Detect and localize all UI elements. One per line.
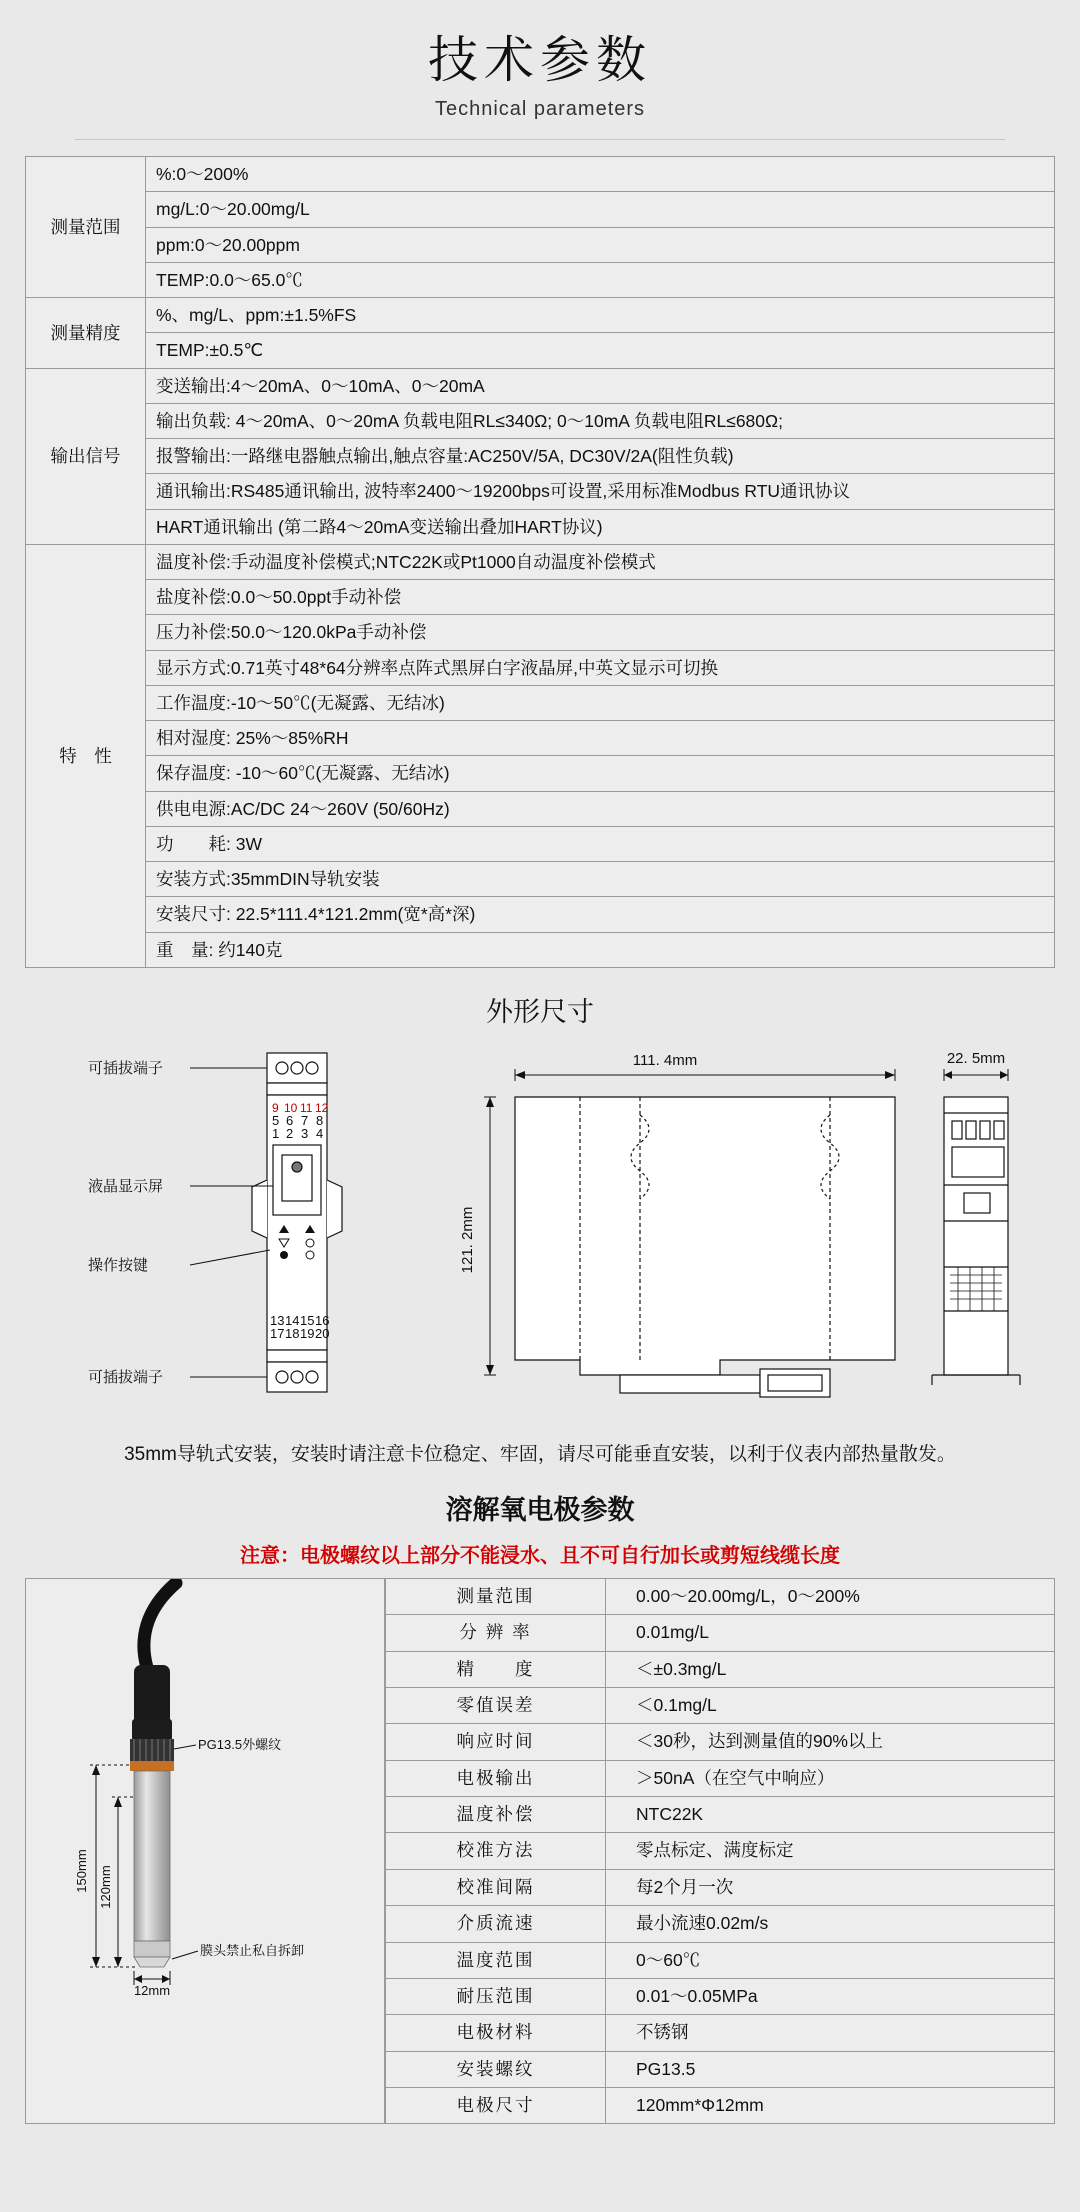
table-row — [26, 721, 1055, 756]
table-row — [26, 298, 1055, 333]
table-row — [26, 474, 1055, 509]
row-label: 耐压范围 — [386, 1978, 606, 2014]
svg-text:12: 12 — [315, 1100, 329, 1115]
terminal-numbers-bottom — [270, 1313, 329, 1341]
row-value: 通讯输出:RS485通讯输出, 波特率2400～19200bps可设置,采用标准Modbus RTU通讯协议 — [146, 474, 1055, 509]
svg-text:7: 7 — [301, 1112, 309, 1128]
dim-height-label: 121. 2mm — [459, 1206, 476, 1274]
label-diameter: 12mm — [133, 1982, 171, 1998]
svg-text:10: 10 — [284, 1100, 298, 1115]
row-value: ppm:0～20.00ppm — [146, 227, 1055, 262]
row-value: 不锈钢 — [606, 2015, 1055, 2051]
table-row — [386, 2051, 1055, 2087]
row-label: 温度补偿 — [386, 1797, 606, 1833]
row-value: 最小流速0.02m/s — [606, 1906, 1055, 1942]
svg-text:15: 15 — [300, 1312, 315, 1328]
table-row — [26, 368, 1055, 403]
row-label: 电极尺寸 — [386, 2088, 606, 2124]
row-label: 精 度 — [386, 1651, 606, 1687]
row-label: 介质流速 — [386, 1906, 606, 1942]
row-label: 安装螺纹 — [386, 2051, 606, 2087]
table-row — [26, 650, 1055, 685]
row-label: 校准间隔 — [386, 1869, 606, 1905]
row-value: 保存温度: -10～60℃(无凝露、无结冰) — [146, 756, 1055, 791]
row-value: mg/L:0～20.00mg/L — [146, 192, 1055, 227]
table-row — [386, 1978, 1055, 2014]
svg-text:17: 17 — [270, 1325, 285, 1341]
row-value: 0.01mg/L — [606, 1615, 1055, 1651]
table-row — [386, 1687, 1055, 1723]
row-label: 分 辨 率 — [386, 1615, 606, 1651]
row-label: 输出信号 — [26, 368, 146, 544]
svg-text:2: 2 — [286, 1125, 294, 1141]
row-value: ＜30秒，达到测量值的90%以上 — [606, 1724, 1055, 1760]
row-value: 盐度补偿:0.0～50.0ppt手动补偿 — [146, 580, 1055, 615]
table-row — [26, 932, 1055, 967]
row-value: 功 耗: 3W — [146, 826, 1055, 861]
row-value: 供电电源:AC/DC 24～260V (50/60Hz) — [146, 791, 1055, 826]
svg-text:8: 8 — [316, 1112, 324, 1128]
table-row — [26, 439, 1055, 474]
page-header — [0, 0, 1080, 121]
svg-text:18: 18 — [285, 1325, 300, 1341]
row-value: 0.01～0.05MPa — [606, 1978, 1055, 2014]
row-value: ＞50nA（在空气中响应） — [606, 1760, 1055, 1796]
table-row — [26, 826, 1055, 861]
label-warn: 膜头禁止私自拆卸 — [200, 1942, 305, 1958]
row-value: 压力补偿:50.0～120.0kPa手动补偿 — [146, 615, 1055, 650]
row-value: 0～60℃ — [606, 1942, 1055, 1978]
row-label: 特 性 — [26, 544, 146, 967]
table-row — [386, 1651, 1055, 1687]
table-row — [26, 227, 1055, 262]
table-row — [386, 1615, 1055, 1651]
row-value: 重 量: 约140克 — [146, 932, 1055, 967]
page-subtitle: Technical parameters — [434, 98, 646, 120]
page-title: 技术参数 — [428, 32, 652, 88]
row-value: %:0～200% — [146, 157, 1055, 192]
dim-depth-label: 22. 5mm — [946, 1049, 1006, 1067]
table-row — [386, 1724, 1055, 1760]
table-row — [386, 2088, 1055, 2124]
row-value: TEMP:±0.5℃ — [146, 333, 1055, 368]
row-value: 输出负载: 4～20mA、0～20mA 负载电阻RL≤340Ω; 0～10mA 负载电阻RL≤680Ω; — [146, 403, 1055, 438]
row-value: 零点标定、满度标定 — [606, 1833, 1055, 1869]
table-row — [386, 1797, 1055, 1833]
header-divider — [75, 139, 1005, 140]
row-label: 电极材料 — [386, 2015, 606, 2051]
table-row — [386, 1578, 1055, 1614]
callout-top-terminal: 可插拔端子 — [88, 1059, 164, 1077]
svg-text:16: 16 — [315, 1312, 330, 1328]
callout-bottom-terminal: 可插拔端子 — [88, 1368, 164, 1386]
svg-text:14: 14 — [285, 1312, 300, 1328]
table-row — [26, 756, 1055, 791]
row-label: 测量范围 — [26, 157, 146, 298]
callout-keys: 操作按键 — [88, 1256, 149, 1274]
electrode-notice: 注意：电极螺纹以上部分不能浸水、且不可自行加长或剪短线缆长度 — [240, 1544, 840, 1567]
electrode-block — [25, 1578, 1055, 2125]
row-label: 响应时间 — [386, 1724, 606, 1760]
dimension-section-title: 外形尺寸 — [486, 996, 594, 1027]
table-row — [386, 1869, 1055, 1905]
svg-text:6: 6 — [286, 1112, 294, 1128]
row-value: ＜±0.3mg/L — [606, 1651, 1055, 1687]
table-row — [26, 791, 1055, 826]
row-value: 相对湿度: 25%～85%RH — [146, 721, 1055, 756]
install-note: 35mm导轨式安装，安装时请注意卡位稳定、牢固，请尽可能垂直安装，以利于仪表内部热量散发。 — [124, 1443, 956, 1465]
table-row — [26, 333, 1055, 368]
table-row — [26, 192, 1055, 227]
row-value: 120mm*Φ12mm — [606, 2088, 1055, 2124]
table-row — [26, 262, 1055, 297]
row-value: %、mg/L、ppm:±1.5%FS — [146, 298, 1055, 333]
row-value: 报警输出:一路继电器触点输出,触点容量:AC250V/5A, DC30V/2A(阻性负载) — [146, 439, 1055, 474]
svg-text:5: 5 — [272, 1112, 280, 1128]
row-value: 显示方式:0.71英寸48*64分辨率点阵式黑屏白字液晶屏,中英文显示可切换 — [146, 650, 1055, 685]
label-len-body: 120mm — [98, 1865, 113, 1909]
electrode-drawing-svg — [26, 1579, 384, 1999]
table-row — [386, 1833, 1055, 1869]
table-row — [386, 1942, 1055, 1978]
table-row — [26, 685, 1055, 720]
callout-lcd: 液晶显示屏 — [88, 1177, 164, 1195]
row-value: 工作温度:-10～50℃(无凝露、无结冰) — [146, 685, 1055, 720]
table-row — [26, 615, 1055, 650]
electrode-spec-table — [385, 1578, 1055, 2125]
row-value: 温度补偿:手动温度补偿模式;NTC22K或Pt1000自动温度补偿模式 — [146, 544, 1055, 579]
table-row — [26, 403, 1055, 438]
svg-text:13: 13 — [270, 1312, 285, 1328]
svg-text:4: 4 — [316, 1125, 324, 1141]
label-thread: PG13.5外螺纹 — [198, 1736, 282, 1752]
table-row — [26, 897, 1055, 932]
svg-text:20: 20 — [315, 1325, 330, 1341]
row-label: 测量范围 — [386, 1578, 606, 1614]
table-row — [26, 862, 1055, 897]
table-row — [386, 1906, 1055, 1942]
row-value: 安装方式:35mmDIN导轨安装 — [146, 862, 1055, 897]
row-label: 电极输出 — [386, 1760, 606, 1796]
table-row — [26, 157, 1055, 192]
row-value: 安装尺寸: 22.5*111.4*121.2mm(宽*高*深) — [146, 897, 1055, 932]
row-value: 每2个月一次 — [606, 1869, 1055, 1905]
svg-text:9: 9 — [272, 1100, 279, 1115]
svg-text:11: 11 — [300, 1100, 313, 1115]
row-label: 温度范围 — [386, 1942, 606, 1978]
dim-width-label: 111. 4mm — [632, 1051, 698, 1069]
electrode-section-title: 溶解氧电极参数 — [445, 1494, 635, 1525]
svg-text:19: 19 — [300, 1325, 315, 1341]
dimension-drawing — [20, 1035, 1060, 1425]
row-value: ＜0.1mg/L — [606, 1687, 1055, 1723]
svg-text:1: 1 — [272, 1125, 280, 1141]
row-value: NTC22K — [606, 1797, 1055, 1833]
label-len-total: 150mm — [74, 1849, 89, 1893]
table-row — [26, 544, 1055, 579]
row-label: 测量精度 — [26, 298, 146, 369]
svg-text:3: 3 — [301, 1125, 309, 1141]
row-value: PG13.5 — [606, 2051, 1055, 2087]
row-label: 校准方法 — [386, 1833, 606, 1869]
row-value: 0.00～20.00mg/L，0～200% — [606, 1578, 1055, 1614]
table-row — [26, 580, 1055, 615]
table-row — [26, 509, 1055, 544]
table-row — [386, 2015, 1055, 2051]
dimension-drawing-svg — [20, 1035, 1060, 1425]
row-value: HART通讯输出 (第二路4～20mA变送输出叠加HART协议) — [146, 509, 1055, 544]
spec-table — [25, 156, 1055, 968]
row-value: TEMP:0.0～65.0℃ — [146, 262, 1055, 297]
electrode-image — [25, 1578, 385, 2125]
table-row — [386, 1760, 1055, 1796]
row-value: 变送输出:4～20mA、0～10mA、0～20mA — [146, 368, 1055, 403]
row-label: 零值误差 — [386, 1687, 606, 1723]
spec-table-wrap — [25, 156, 1055, 968]
